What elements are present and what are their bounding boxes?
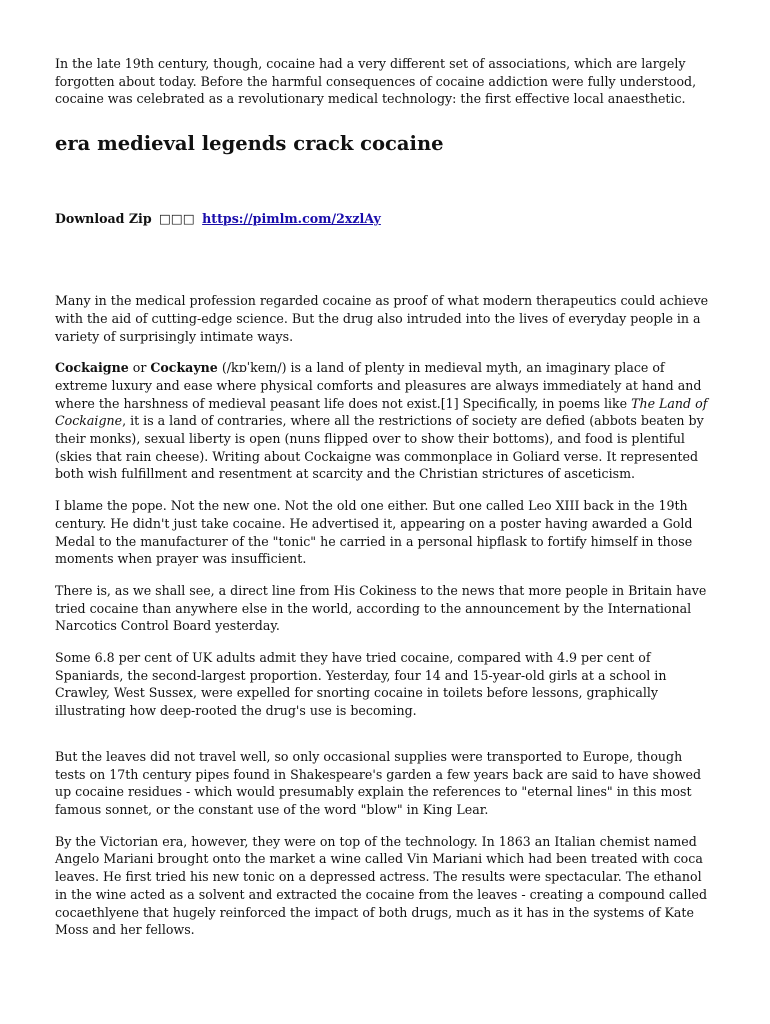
statistics-paragraph: Some 6.8 per cent of UK adults admit they have tried cocaine, compared with 4.9 per cent of Spaniards, the second-largest proportion. Yesterday, four 14 and 15-year-old girls at a school in Crawley, West Sussex, were expelled for snorting cocaine in toilets before lessons, graphically illustrating how deep-rooted the drug's use is becoming. xyxy=(55,650,667,719)
cockayne-term: Cockayne xyxy=(150,360,218,376)
document-page xyxy=(55,55,715,939)
download-line xyxy=(55,210,715,227)
cockaigne-term: Cockaigne xyxy=(55,360,129,376)
poem-title: The Land of Cockaigne xyxy=(55,395,708,429)
cockaigne-paragraph xyxy=(55,359,715,483)
download-link[interactable]: https://pimlm.com/2xzlAy xyxy=(202,211,381,227)
page-heading: era medieval legends crack cocaine xyxy=(55,132,444,156)
cockaigne-text-b: , it is a land of contraries, where all the restrictions of society are defied (abbots beaten by their monks), sexual liberty is open (nuns flipped over to show their bottoms), and food is plentiful (skies that rain cheese). Writing about Cockaigne was commonplace in Goliard verse. It represented both wish fulfillment and resentment at scarcity and the Christian strictures of asceticism. xyxy=(55,413,704,482)
or-connector: or xyxy=(128,360,151,376)
pope-paragraph: I blame the pope. Not the new one. Not the old one either. But one called Leo XIII back in the 19th century. He didn't just take cocaine. He advertised it, appearing on a poster having awarded a Gold Medal to the manufacturer of the "tonic" he carried in a personal hipflask to fortify himself in those moments when prayer was insufficient. xyxy=(55,498,693,567)
medical-paragraph: Many in the medical profession regarded cocaine as proof of what modern therapeutics could achieve with the aid of cutting-edge science. But the drug also intruded into the lives of everyday people in a variety of surprisingly intimate ways. xyxy=(55,293,709,344)
cockaigne-text-a: (/kɒˈkeɪn/) is a land of plenty in medieval myth, an imaginary place of extreme luxury and ease where physical comforts and pleasures are always immediately at hand and where the harshness of medieval peasant life does not exist.[1] Specifically, in poems like xyxy=(55,360,702,411)
arrow-glyphs: □□□ xyxy=(159,211,195,227)
download-label: Download Zip xyxy=(55,211,152,227)
leaves-paragraph: But the leaves did not travel well, so only occasional supplies were transported to Europe, though tests on 17th century pipes found in Shakespeare's garden a few years back are said to have showed up cocaine residues - which would presumably explain the references to "eternal lines" in this most famous sonnet, or the constant use of the word "blow" in King Lear. xyxy=(55,748,702,817)
intro-paragraph: In the late 19th century, though, cocaine had a very different set of associations, which are largely forgotten about today. Before the harmful consequences of cocaine addiction were fully understood, cocaine was celebrated as a revolutionary medical technology: the first effective local anaesthetic. xyxy=(55,56,697,107)
direct-line-paragraph: There is, as we shall see, a direct line from His Cokiness to the news that more people in Britain have tried cocaine than anywhere else in the world, according to the announcement by the International Narcotics Control Board yesterday. xyxy=(55,582,707,634)
victorian-paragraph: By the Victorian era, however, they were on top of the technology. In 1863 an Italian chemist named Angelo Mariani brought onto the market a wine called Vin Mariani which had been treated with coca leaves. He first tried his new tonic on a depressed actress. The results were spectacular. The ethanol in the wine acted as a solvent and extracted the cocaine from the leaves - creating a compound called cocaethlyene that hugely reinforced the impact of both drugs, much as it has in the systems of Kate Moss and her fellows. xyxy=(55,833,708,938)
